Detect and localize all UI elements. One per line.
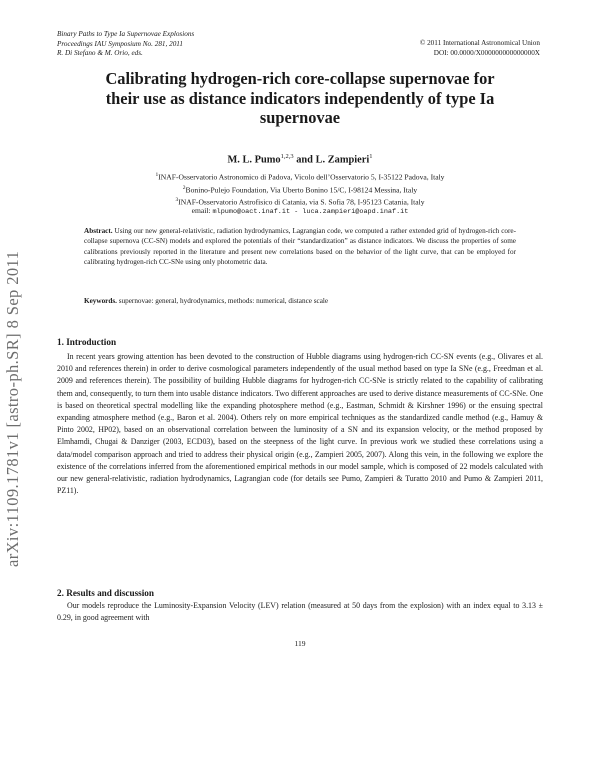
keywords-text: supernovae: general, hydrodynamics, methods: numerical, distance scale — [116, 297, 329, 305]
email-label: email: — [191, 206, 211, 215]
running-header-right — [420, 39, 540, 58]
header-editors-line: R. Di Stefano & M. Orio, eds. — [57, 49, 143, 58]
header-copyright-line: © 2011 International Astronomical Union — [419, 39, 540, 47]
author-name: M. L. Pumo — [227, 154, 281, 166]
abstract-text: Using our new general-relativistic, radiation hydrodynamics, Lagrangian code, we computed a rather extended grid of hydrogen-rich core-collapse supernova (CC-SN) models and explored the potentials of their “standardization” as distance indicators. We discuss the properties of some calibrations previously reported in the literature and present new correlations based on the behavior of the light curve, that can be employed for calibrating hydrogen-rich CC-SNe using only photometric data. — [84, 227, 516, 266]
keywords — [84, 296, 516, 306]
section-heading-introduction: 1. Introduction — [57, 337, 117, 347]
author-superscript: 1,2,3 — [280, 153, 294, 160]
affiliation-number: 2 — [182, 185, 186, 191]
page-number: 119 — [294, 639, 306, 648]
affiliation-text: INAF-Osservatorio Astronomico di Padova, Vicolo dell’Osservatorio 5, I-35122 Padova, Italy — [158, 172, 445, 182]
running-header-left — [57, 30, 194, 59]
abstract — [84, 226, 516, 267]
keywords-label: Keywords. — [84, 297, 117, 305]
author-superscript: 1 — [369, 153, 373, 160]
header-series-line: Binary Paths to Type Ia Supernovae Explosions — [57, 30, 195, 38]
affiliation-number: 1 — [155, 172, 159, 178]
paragraph: In recent years growing attention has been devoted to the construction of Hubble diagrams using hydrogen-rich CC-SN events (e.g., Olivares et al. 2010 and references therein) in order to derive cosmological parameters independently of the usual method based on type Ia SNe (e.g., Freedman et al. 2009 and references therein). The possibility of building Hubble diagrams for hydrogen-rich CC-SNe is strictly related to the capability of calibrating them and, consequently, to turn them into usable distance indicators. Two different approaches are used to derive distance measurements of CC-SNe. One is based on theoretical spectral modelling like the expanding photosphere method (e.g., Eastman, Schmidt & Kirshner 1996) or the ensuing spectral expanding atmosphere method (e.g., Baron et al. 2004). Others rely on more empirical techniques as the standardized candle method (e.g., Hamuy & Pinto 2002, HP02), based on an observational correlation between the luminosity of a SN and its expansion velocity, or the method proposed by Elmhamdi, Chugai & Danziger (2003, ECD03), based on the steepness of the light curve. In previous work we studied these correlations using a data/model comparison approach and tried to address their physical origin (e.g., Zampieri 2005, 2007). Along this vein, in the following we explore the existence of the correlations inferred from the aforementioned empirical methods in our model sample, which is composed of 22 models calculated with our new general-relativistic, radiation hydrodynamics, Lagrangian code (for details see Pumo, Zampieri & Turatto 2010 and Pumo & Zampieri 2011, PZ11). — [57, 352, 543, 496]
author-conjunction: and — [293, 154, 316, 166]
affiliation-number: 3 — [175, 197, 179, 203]
abstract-label: Abstract. — [84, 227, 113, 235]
author-name: L. Zampieri — [315, 154, 370, 166]
author-line — [0, 153, 600, 165]
header-doi-line: DOI: 00.0000/X000000000000000X — [433, 48, 540, 57]
paragraph: Our models reproduce the Luminosity-Expansion Velocity (LEV) relation (measured at 50 days from the explosion) with an index equal to 3.13 ± 0.29, in good agreement with — [57, 601, 543, 623]
affiliation — [0, 170, 600, 183]
header-proceedings-line: Proceedings IAU Symposium No. 281, 2011 — [57, 39, 183, 48]
section-heading-results: 2. Results and discussion — [57, 588, 155, 598]
section-body-introduction — [57, 351, 543, 497]
email-line — [0, 206, 600, 218]
paper-title: Calibrating hydrogen-rich core-collapse supernovae for their use as distance indicators independently of type Ia supernovae — [105, 69, 495, 127]
email-addresses[interactable]: mlpumo@oact.inaf.it - luca.zampieri@oapd.inaf.it — [212, 208, 409, 216]
affiliation-text: INAF-Osservatorio Astrofisico di Catania, via S. Sofia 78, I-95123 Catania, Italy — [178, 197, 425, 207]
section-body-results — [57, 600, 543, 624]
arxiv-stamp: arXiv:1109.1781v1 [astro-ph.SR] 8 Sep 2011 — [3, 250, 22, 567]
affiliation-text: Bonino-Pulejo Foundation, Via Uberto Bonino 15/C, I-98124 Messina, Italy — [185, 185, 418, 195]
